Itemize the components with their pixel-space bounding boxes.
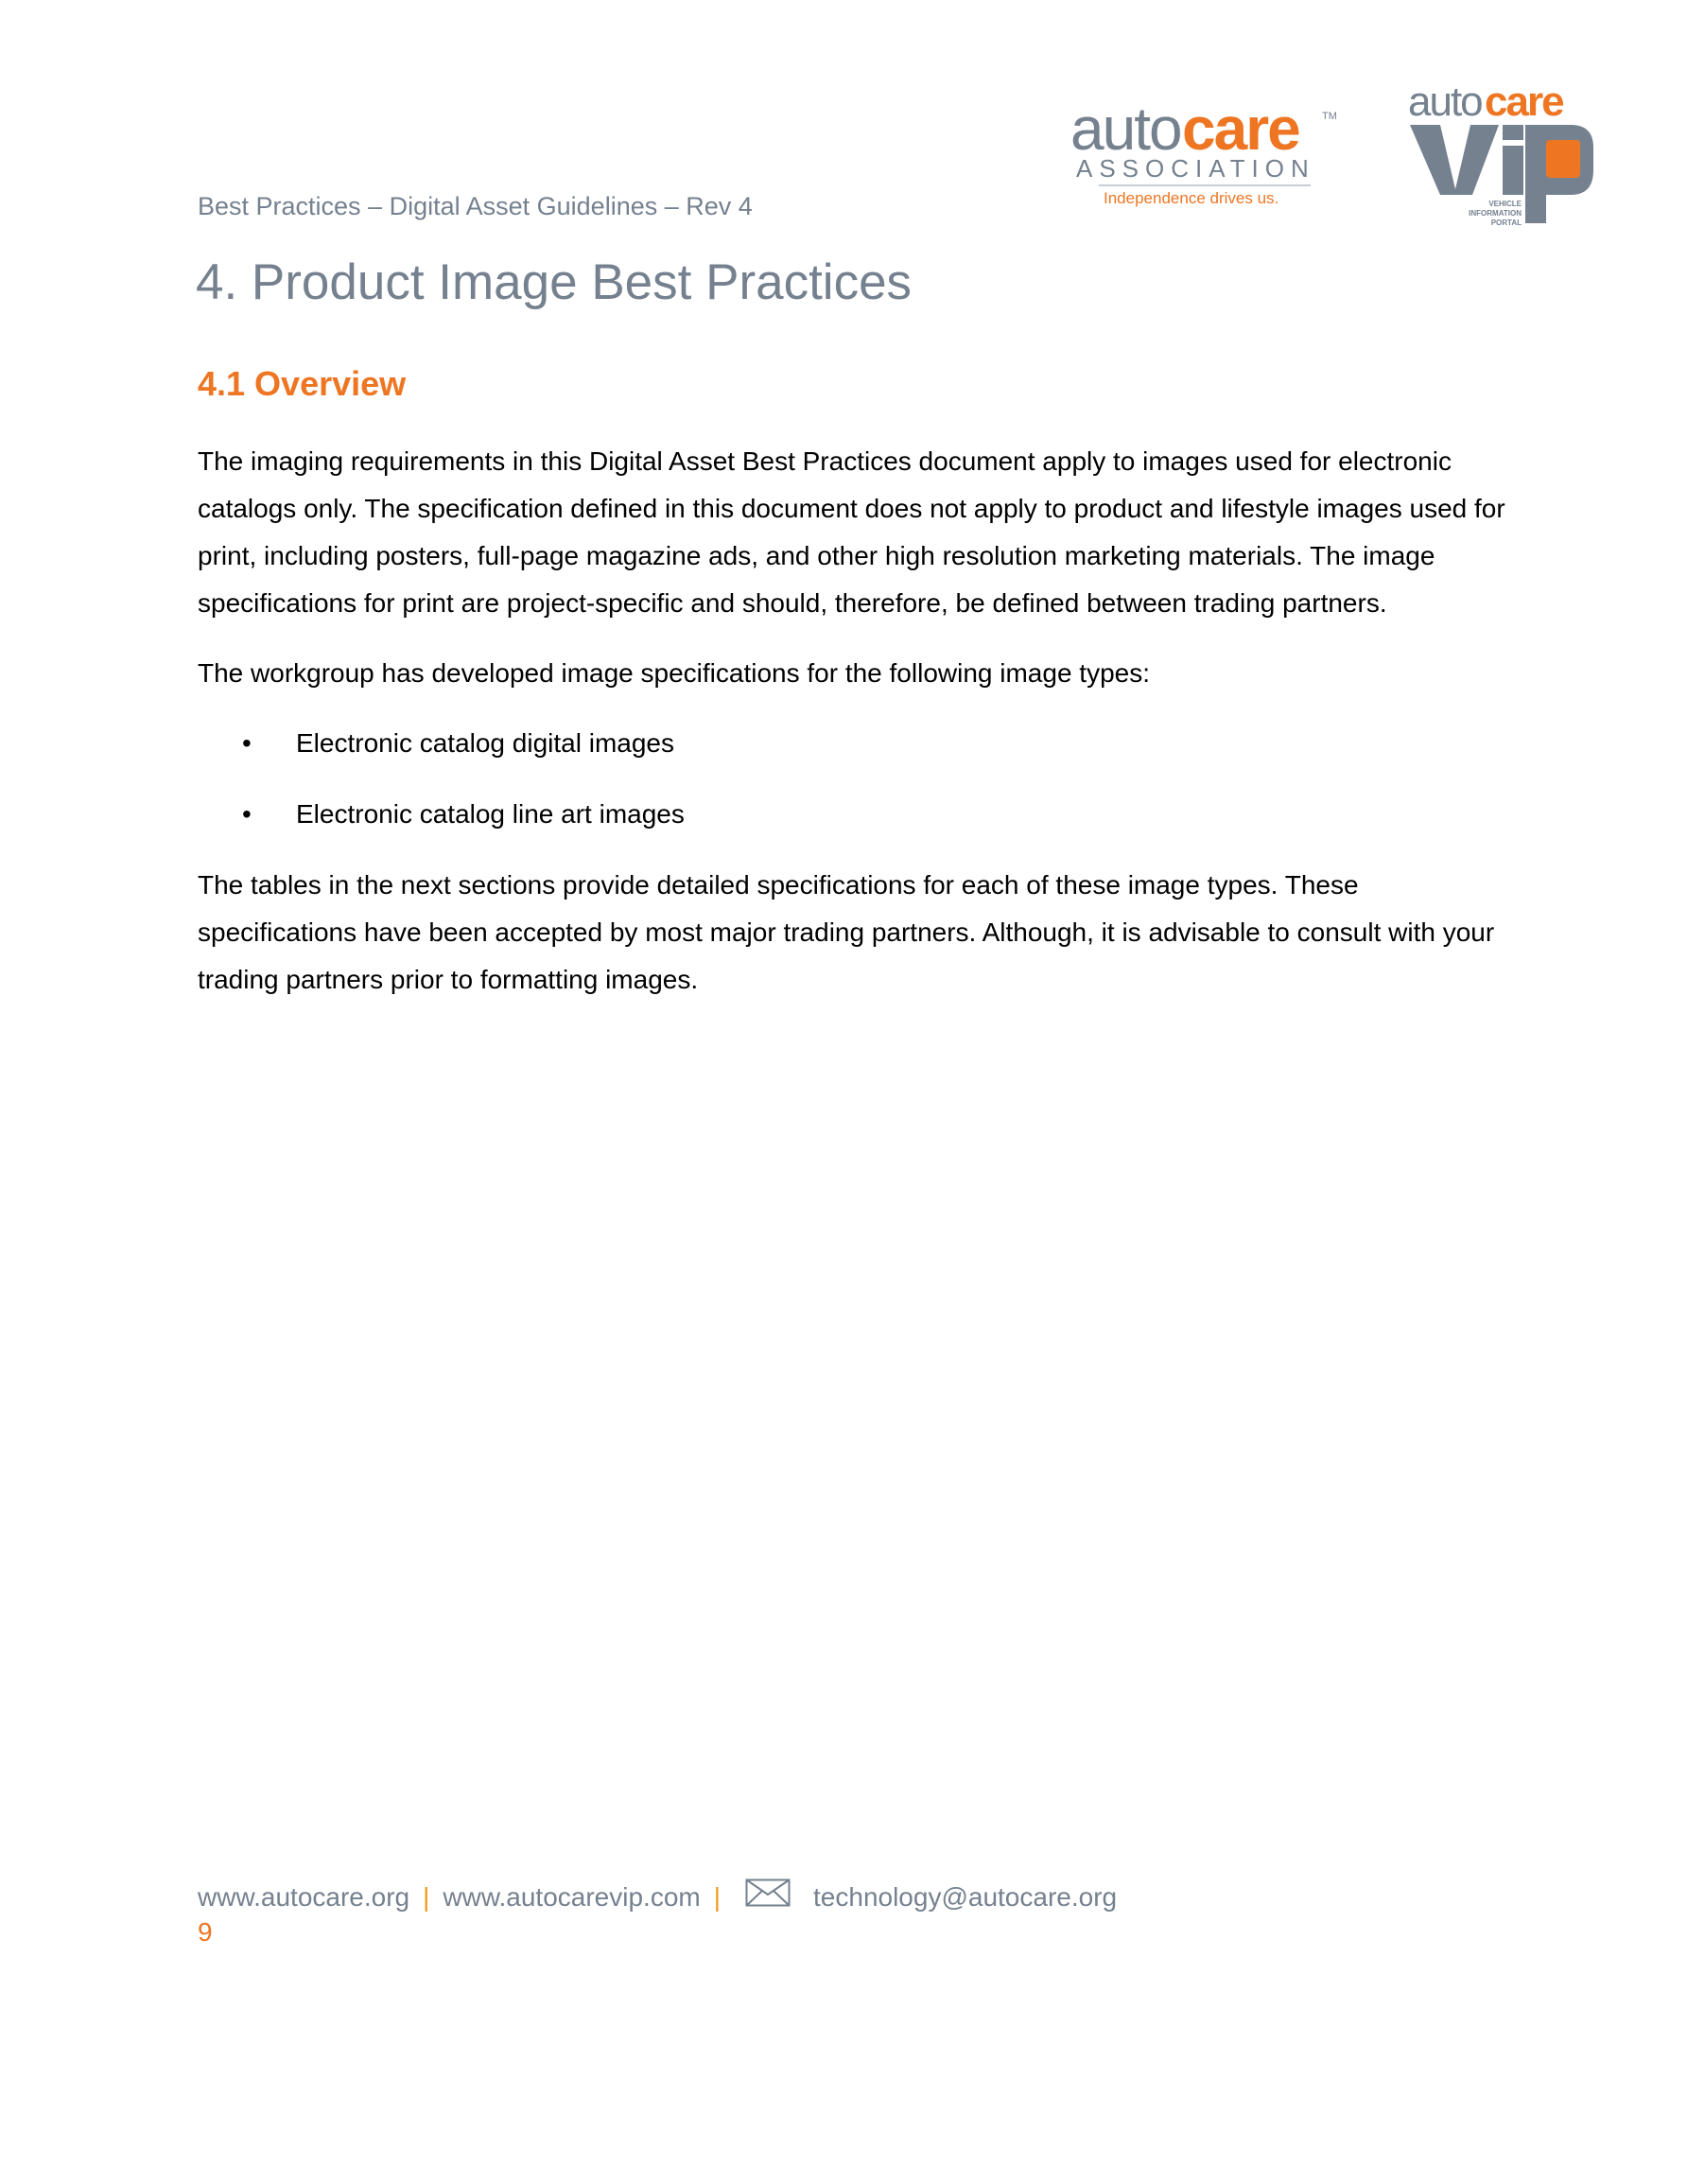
bullet-icon: • — [242, 728, 252, 758]
logo-vip-care: care — [1485, 79, 1563, 125]
logo-aca-tagline: Independence drives us. — [1104, 189, 1279, 207]
paragraph-overview: The imaging requirements in this Digital Asset Best Practices document apply to images used for electronic catalogs only. The specification defined in this document does not apply to product and lifestyle images used for print, including posters, full-page magazine ads, and other high resolution marketing materials. The image specifications for print are project-specific and should, therefore, be defined between trading partners. — [198, 446, 1505, 618]
footer-link-autocare[interactable]: www.autocare.org — [198, 1881, 410, 1912]
image-types-list — [198, 720, 1512, 838]
page-number: 9 — [198, 1917, 213, 1947]
body-content — [198, 438, 1512, 1026]
logo-vip-line3: PORTAL — [1490, 218, 1522, 227]
subsection-heading: 4.1 Overview — [198, 364, 407, 403]
logo-vip-line2: INFORMATION — [1469, 209, 1522, 218]
logo-vip-line1: VEHICLE — [1488, 200, 1522, 208]
paragraph-tables-note: The tables in the next sections provide detailed specifications for each of these image types. These specifications have been accepted by most major trading partners. Although, it is advisable to consult with your trading partners prior to formatting images. — [198, 870, 1495, 994]
autocare-association-logo — [1070, 102, 1350, 218]
list-item — [198, 791, 1512, 838]
logo-aca-association: ASSOCIATION — [1076, 154, 1315, 183]
logo-vip-auto: auto — [1408, 79, 1482, 125]
list-item-text: Electronic catalog line art images — [296, 799, 685, 829]
page-footer — [198, 1881, 1117, 1916]
document-running-title: Best Practices – Digital Asset Guidelines – Rev 4 — [198, 192, 753, 220]
footer-link-autocarevip[interactable]: www.autocarevip.com — [443, 1881, 701, 1912]
list-item — [198, 720, 1512, 767]
footer-separator: | — [713, 1881, 722, 1912]
bullet-icon: • — [242, 799, 252, 829]
logo-aca-auto: auto — [1070, 102, 1181, 163]
section-title: 4. Product Image Best Practices — [196, 254, 913, 310]
list-item-text: Electronic catalog digital images — [296, 728, 674, 758]
footer-email-link[interactable]: technology@autocare.org — [813, 1881, 1118, 1912]
envelope-icon — [745, 1878, 791, 1913]
paragraph-image-types-intro: The workgroup has developed image specifications for the following image types: — [198, 658, 1151, 688]
autocare-vip-logo — [1408, 79, 1597, 238]
footer-separator: | — [423, 1881, 430, 1912]
logo-aca-care: care — [1182, 102, 1299, 163]
logo-aca-tm: TM — [1322, 111, 1337, 122]
